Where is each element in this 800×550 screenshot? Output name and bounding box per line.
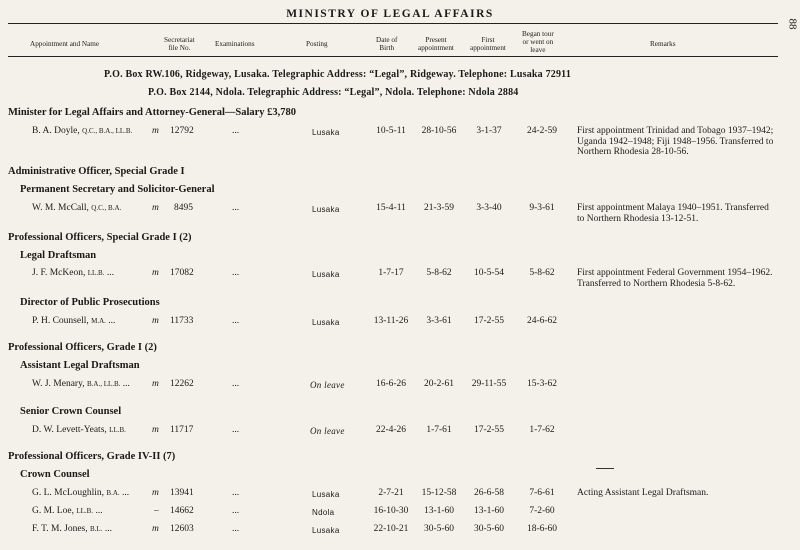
row-dob: 16-10-30 bbox=[373, 506, 409, 516]
row-first-appt: 13-1-60 bbox=[473, 506, 505, 516]
row-marker: m bbox=[152, 524, 159, 534]
row-exam: ... bbox=[232, 203, 240, 213]
row-first-appt: 17-2-55 bbox=[473, 425, 505, 435]
row-marker: – bbox=[154, 506, 159, 516]
row-posting: Lusaka bbox=[312, 205, 340, 214]
subsection-assistant-draftsman: Assistant Legal Draftsman bbox=[20, 360, 140, 371]
row-dob: 16-6-26 bbox=[375, 379, 407, 389]
row-tour: 15-3-62 bbox=[526, 379, 558, 389]
row-exam: ... bbox=[232, 488, 240, 498]
subsection-permanent-secretary: Permanent Secretary and Solicitor-General bbox=[20, 184, 215, 195]
section-minister: Minister for Legal Affairs and Attorney-General—Salary £3,780 bbox=[8, 107, 297, 118]
table-row: W. M. McCall, Q.C., B.A. bbox=[32, 203, 122, 213]
row-tour: 24-2-59 bbox=[526, 126, 558, 136]
row-remarks: First appointment Malaya 1940–1951. Transferred to Northern Rhodesia 13-12-51. bbox=[577, 203, 769, 224]
row-dob: 2-7-21 bbox=[378, 488, 404, 498]
row-present-appt: 3-3-61 bbox=[426, 316, 452, 326]
contact-line-lusaka: P.O. Box RW.106, Ridgeway, Lusaka. Telegraphic Address: “Legal”, Ridgeway. Telephone: Lusaka 72911 bbox=[104, 69, 572, 80]
table-row: W. J. Menary, B.A., LL.B. ... bbox=[32, 379, 130, 389]
row-file-no: 11717 bbox=[170, 425, 194, 435]
col-header-tour: Began tour or went on leave bbox=[522, 30, 554, 54]
row-marker: m bbox=[152, 268, 159, 278]
row-tour: 18-6-60 bbox=[526, 524, 558, 534]
row-exam: ... bbox=[232, 506, 240, 516]
row-posting: On leave bbox=[310, 426, 345, 436]
section-prof-grade-i: Professional Officers, Grade I (2) bbox=[8, 342, 157, 353]
row-exam: ... bbox=[232, 379, 240, 389]
row-tour: 9-3-61 bbox=[529, 203, 555, 213]
row-remarks: First appointment Trinidad and Tobago 1937–1942; Uganda 1942–1948; Fiji 1948–1956. Transferred to Northern Rhodesia 28-10-56. bbox=[577, 126, 774, 157]
col-header-present: Present appointment bbox=[418, 36, 454, 52]
header-top-rule bbox=[8, 23, 778, 24]
row-exam: ... bbox=[232, 316, 240, 326]
table-row: J. F. McKeon, LL.B. ... bbox=[32, 268, 114, 278]
row-posting: Lusaka bbox=[312, 270, 340, 279]
row-first-appt: 17-2-55 bbox=[473, 316, 505, 326]
table-row: G. L. McLoughlin, B.A. ... bbox=[32, 488, 130, 498]
row-first-appt: 3-1-37 bbox=[476, 126, 502, 136]
row-present-appt: 21-3-59 bbox=[423, 203, 455, 213]
row-present-appt: 1-7-61 bbox=[426, 425, 452, 435]
row-first-appt: 30-5-60 bbox=[473, 524, 505, 534]
row-posting: On leave bbox=[310, 380, 345, 390]
row-tour: 1-7-62 bbox=[529, 425, 555, 435]
row-exam: ... bbox=[232, 268, 240, 278]
row-first-appt: 29-11-55 bbox=[471, 379, 507, 389]
row-file-no: 12262 bbox=[170, 379, 194, 389]
row-posting: Lusaka bbox=[312, 318, 340, 327]
row-present-appt: 28-10-56 bbox=[421, 126, 457, 136]
col-header-first: First appointment bbox=[470, 36, 506, 52]
section-prof-grade-iv-ii: Professional Officers, Grade IV-II (7) bbox=[8, 451, 176, 462]
row-file-no: 8495 bbox=[174, 203, 193, 213]
row-posting: Lusaka bbox=[312, 526, 340, 535]
row-dob: 15-4-11 bbox=[376, 203, 406, 213]
header-bottom-rule bbox=[8, 56, 778, 57]
col-header-exams: Examinations bbox=[215, 40, 255, 48]
row-present-appt: 20-2-61 bbox=[423, 379, 455, 389]
row-posting: Lusaka bbox=[312, 490, 340, 499]
subsection-dpp: Director of Public Prosecutions bbox=[20, 297, 160, 308]
row-first-appt: 3-3-40 bbox=[476, 203, 502, 213]
row-file-no: 11733 bbox=[170, 316, 194, 326]
row-remarks: First appointment Federal Government 1954–1962. Transferred to Northern Rhodesia 5-8-62. bbox=[577, 268, 773, 289]
row-marker: m bbox=[152, 203, 159, 213]
col-header-file: Secretariat file No. bbox=[164, 36, 195, 52]
page-title: MINISTRY OF LEGAL AFFAIRS bbox=[286, 8, 494, 20]
row-file-no: 17082 bbox=[170, 268, 194, 278]
table-row: P. H. Counsell, M.A. ... bbox=[32, 316, 116, 326]
row-dob: 10-5-11 bbox=[376, 126, 406, 136]
row-tour: 7-2-60 bbox=[529, 506, 555, 516]
row-marker: m bbox=[152, 126, 159, 136]
row-dob: 22-10-21 bbox=[373, 524, 409, 534]
table-row: F. T. M. Jones, B.L. ... bbox=[32, 524, 112, 534]
row-dob: 1-7-17 bbox=[378, 268, 404, 278]
col-header-appointment: Appointment and Name bbox=[30, 40, 100, 48]
col-header-remarks: Remarks bbox=[650, 40, 676, 48]
row-posting: Lusaka bbox=[312, 128, 340, 137]
row-tour: 24-6-62 bbox=[526, 316, 558, 326]
row-exam: ... bbox=[232, 126, 240, 136]
subsection-legal-draftsman: Legal Draftsman bbox=[20, 250, 97, 261]
row-tour: 7-6-61 bbox=[529, 488, 555, 498]
row-present-appt: 30-5-60 bbox=[423, 524, 455, 534]
section-prof-special-grade: Professional Officers, Special Grade I (2) bbox=[8, 232, 192, 243]
col-header-posting: Posting bbox=[306, 40, 328, 48]
row-marker: m bbox=[152, 488, 159, 498]
row-file-no: 14662 bbox=[170, 506, 194, 516]
row-remarks: Acting Assistant Legal Draftsman. bbox=[577, 488, 709, 498]
row-marker: m bbox=[152, 425, 159, 435]
row-file-no: 12603 bbox=[170, 524, 194, 534]
table-row: G. M. Loe, LL.B. ... bbox=[32, 506, 103, 516]
row-exam: ... bbox=[232, 425, 240, 435]
row-file-no: 13941 bbox=[170, 488, 194, 498]
row-first-appt: 10-5-54 bbox=[473, 268, 505, 278]
table-row: D. W. Levett-Yeats, LL.B. bbox=[32, 425, 126, 435]
row-present-appt: 5-8-62 bbox=[426, 268, 452, 278]
row-marker: m bbox=[152, 379, 159, 389]
contact-line-ndola: P.O. Box 2144, Ndola. Telegraphic Address: “Legal”, Ndola. Telephone: Ndola 2884 bbox=[148, 87, 519, 98]
row-present-appt: 13-1-60 bbox=[423, 506, 455, 516]
row-exam: ... bbox=[232, 524, 240, 534]
row-tour: 5-8-62 bbox=[529, 268, 555, 278]
row-file-no: 12792 bbox=[170, 126, 194, 136]
row-first-appt: 26-6-58 bbox=[473, 488, 505, 498]
row-marker: m bbox=[152, 316, 159, 326]
section-admin-officer: Administrative Officer, Special Grade I bbox=[8, 166, 185, 177]
row-posting: Ndola bbox=[312, 508, 335, 517]
margin-mark bbox=[596, 468, 614, 469]
table-row: B. A. Doyle, Q.C., B.A., LL.B. bbox=[32, 126, 133, 136]
page-number: 88 bbox=[786, 18, 799, 30]
row-present-appt: 15-12-58 bbox=[421, 488, 457, 498]
col-header-dob: Date of Birth bbox=[376, 36, 398, 52]
subsection-crown-counsel: Crown Counsel bbox=[20, 469, 90, 480]
row-dob: 22-4-26 bbox=[375, 425, 407, 435]
row-dob: 13-11-26 bbox=[373, 316, 409, 326]
subsection-senior-counsel: Senior Crown Counsel bbox=[20, 406, 122, 417]
